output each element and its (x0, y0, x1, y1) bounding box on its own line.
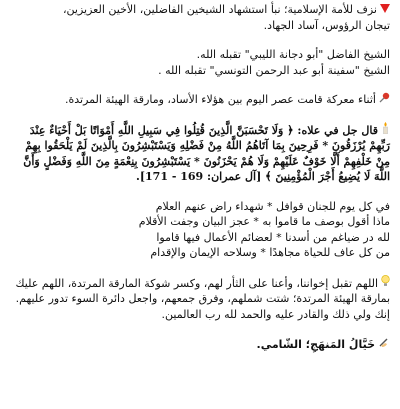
signature-text: خَيَّالُ المَنهَجِ؛ الشّامي. (256, 338, 375, 351)
martyr-name-2: الشيخ "سفينة أبو عبد الرحمن التونسي" تقبله الله . (158, 63, 390, 77)
intro-text-line-2: تيجان الرؤوس، آساد الجهاد. (263, 18, 390, 32)
poem-section (10, 199, 390, 261)
intro-text-line-1: نزف للأمة الإسلامية؛ نبأ استشهاد الشيخين الفاضلين، الأخين العزيزين، (63, 3, 377, 16)
signature-section (10, 336, 390, 353)
lightbulb-icon (381, 275, 390, 292)
candle-icon (381, 122, 390, 139)
battle-text: أثناء معركة قامت عصر اليوم بين هؤلاء الأساد، ومارقة الهيئة المرتدة. (64, 93, 376, 106)
poem-line-1: في كل يوم للجنان قوافل * شهداء راض عنهم العلام (155, 199, 390, 213)
martyr-name-1: الشيخ الفاضل "أبو دجانة الليبي" تقبله الله. (196, 48, 390, 61)
intro-line (10, 2, 390, 18)
poem-line-4: من كل عاف للحياة مجاهدًا * وسلاحه الإيمان والإقدام (150, 246, 390, 259)
martyrs-section (10, 47, 390, 78)
pushpin-icon (379, 92, 390, 108)
red-triangle-icon (380, 2, 390, 18)
poem-line-3: لله در ضياغم من أسدنا * لعضائم الأعمال فيها قاموا (156, 230, 390, 244)
intro-section (10, 2, 390, 33)
prayer-section (10, 275, 390, 323)
battle-section (10, 92, 390, 108)
prayer-text: اللهم تقبل إخواننا، وأعنا على الثأر لهم، وكسر شوكة المارقة المرتدة، اللهم عليك بمارقة الهيئة المرتدة؛ شتت شملهم، وفرق جمعهم، واجعل دائرة السوء تدور عليهم. (15, 276, 390, 305)
quran-section (10, 122, 390, 185)
quran-verse-text: قال جل في علاه: ﴿ وَلَا تَحْسَبَنَّ الَّذِينَ قُتِلُوا فِي سَبِيلِ اللَّهِ أَمْوَاتًا بَلْ أَحْيَاءٌ عِنْدَ رَبِّهِمْ يُرْزَقُونَ * فَرِحِينَ بِمَا آتَاهُمُ اللَّهُ مِنْ فَضْلِهِ وَيَسْتَبْشِرُونَ بِالَّذِينَ لَمْ يَلْحَقُوا بِهِمْ مِنْ خَلْفِهِمْ أَلَّا خَوْفٌ عَلَيْهِمْ وَلَا هُمْ يَحْزَنُونَ * يَسْتَبْشِرُونَ بِنِعْمَةٍ مِنَ اللَّهِ وَفَضْلٍ وَأَنَّ اللَّهَ لَا يُضِيعُ أَجْرَ الْمُؤْمِنِينَ ﴾ [آل عمران: 169 - 171]. (23, 123, 390, 183)
poem-line-2: ماذا أقول بوصف ما قاموا به * عجز البيان وجفت الأقلام (138, 215, 390, 228)
battle-line (10, 92, 390, 108)
writing-hand-icon (378, 336, 390, 353)
prayer-closing: إنك ولي ذلك والقادر عليه والحمد لله رب العالمين. (161, 307, 390, 321)
